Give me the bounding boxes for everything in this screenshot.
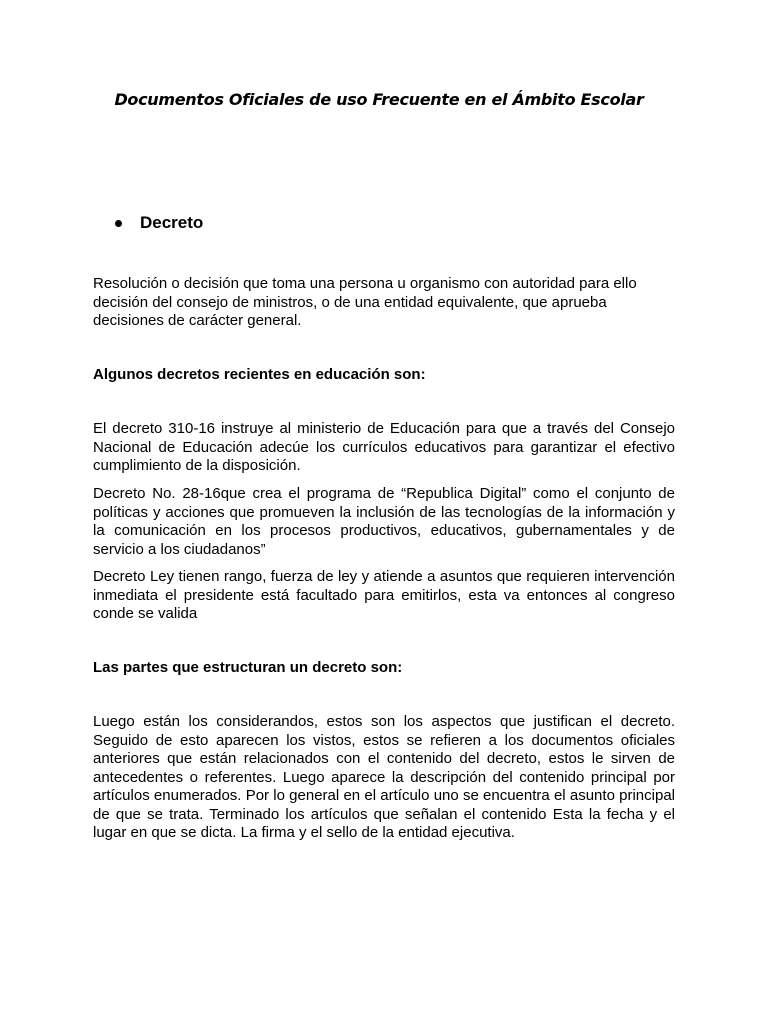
decree-parts-paragraph: Luego están los considerandos, estos son los aspectos que justifican el decreto. Seguido de esto aparecen los vistos, estos se refieren a los documentos oficiales anteriores que están relacionados con el contenido del decreto, estos le sirven de antecedentes o referentes. Luego aparece la descripción del contenido principal por artículos enumerados. Por lo general en el artículo uno se encuentra el asunto principal de que se trata. Terminado los artículos que señalan el contenido Esta la fecha y el lugar en que se dicta. La firma y el sello de la entidad ejecutiva. [93, 713, 675, 841]
definition-paragraph: Resolución o decisión que toma una persona u organismo con autoridad para ello decisión del consejo de ministros, o de una entidad equivalente, que aprueba decisiones de carácter general. [93, 275, 637, 329]
decree-paragraph-2: Decreto No. 28-16que crea el programa de “Republica Digital” como el conjunto de políticas y acciones que promueven la inclusión de las tecnologías de la información y la comunicación en los procesos productivos, educativos, gubernamentales y de servicio a los ciudadanos” [93, 485, 675, 558]
decree-paragraph-1: El decreto 310-16 instruye al ministerio de Educación para que a través del Consejo Nacional de Educación adecúe los currículos educativos para garantizar el efectivo cumplimiento de la disposición. [93, 420, 675, 474]
bullet-heading: Decreto [140, 213, 204, 232]
document-title: Documentos Oficiales de uso Frecuente en el Ámbito Escolar [114, 90, 644, 109]
decree-paragraph-3: Decreto Ley tienen rango, fuerza de ley y atiende a asuntos que requieren intervención inmediata el presidente está facultado para emitirlos, esta va entonces al congreso conde se valida [93, 568, 675, 622]
bullet-dot-icon [115, 220, 122, 227]
bullet-item-decreto [115, 212, 203, 234]
decree-parts-heading: Las partes que estructuran un decreto son: [93, 659, 403, 676]
recent-decrees-heading: Algunos decretos recientes en educación son: [93, 366, 426, 383]
